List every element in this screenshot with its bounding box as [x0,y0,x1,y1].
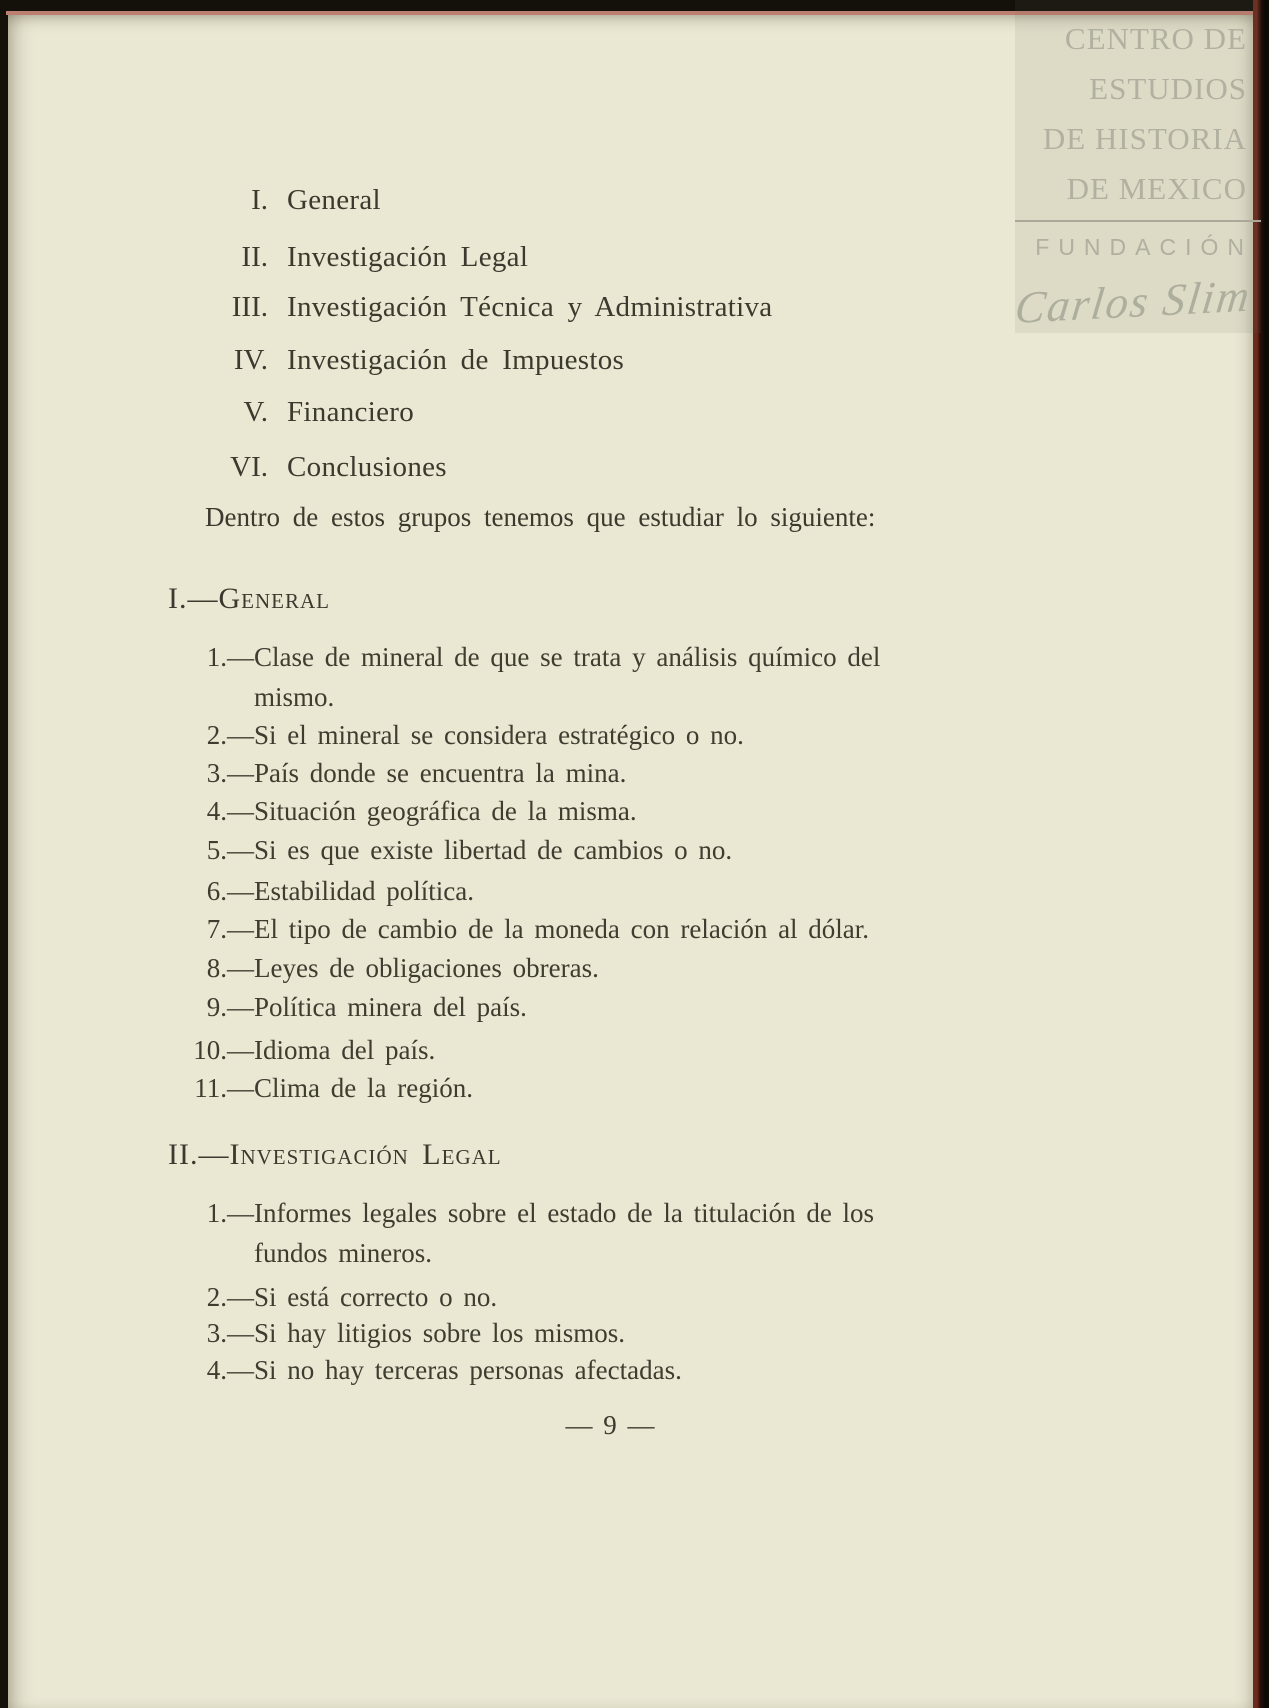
list-item [183,753,626,793]
list-item-number: 3. [206,1318,227,1348]
list-item-text [227,1313,625,1353]
list-item-number: 10. [193,1035,227,1065]
list-item [183,948,599,988]
list-item-number: 8. [206,953,227,983]
watermark-line: DE MEXICO [1066,171,1247,206]
outline-item-numeral: VI. [230,451,268,483]
list-item-number: 4. [206,796,227,826]
list-item-text [227,1030,435,1070]
list-item [183,1068,473,1108]
list-item-number: 6. [206,876,227,906]
list-item-text-line: —Estabilidad política. [227,876,474,906]
outline-item-label: Financiero [287,396,415,428]
list-item [183,791,637,831]
list-item-text-line: —País donde se encuentra la mina. [227,758,627,788]
outline-item-label: Investigación Legal [287,241,529,273]
list-item-text [227,637,880,717]
list-item-number: 1. [206,642,227,672]
list-item [183,987,527,1027]
watermark-divider [1015,220,1261,222]
watermark-text [1015,0,1261,214]
watermark-line: CENTRO DE [1064,21,1247,56]
list-item-text-line: mismo. [254,682,335,712]
list-item [183,1313,625,1353]
list-item-text-line: —El tipo de cambio de la moneda con relación al dólar. [227,914,870,944]
outline-item-numeral: III. [231,291,268,323]
outline-item-label: Investigación Técnica y Administrativa [287,291,773,323]
list-item-text-line: —Si está correcto o no. [227,1282,498,1312]
list-item-number: 7. [206,914,227,944]
page-number: — 9 — [565,1410,655,1440]
list-item-text-line: fundos mineros. [254,1238,432,1268]
section-heading-investigacion-legal: II.—Investigación Legal [168,1138,502,1171]
section-heading-general: I.—General [168,582,330,615]
list-item-text-line: —Si es que existe libertad de cambios o no. [227,835,733,865]
list-item [183,1030,435,1070]
list-item [183,909,869,949]
list-item-text-line: —Informes legales sobre el estado de la titulación de los [227,1198,875,1228]
list-item-text-line: —Clima de la región. [227,1073,473,1103]
list-item [183,1350,682,1390]
list-item [183,830,732,870]
list-item-text-line: —Leyes de obligaciones obreras. [227,953,599,983]
outline-item [158,292,772,323]
outline-item-numeral: IV. [233,344,268,376]
list-item-text-line: —Si no hay terceras personas afectadas. [227,1355,682,1385]
outline-item [158,452,447,483]
outline-item-numeral: II. [241,241,268,273]
list-item-text [227,1277,497,1317]
list-item-number: 9. [206,992,227,1022]
list-item-text [227,715,744,755]
list-item-number: 1. [206,1198,227,1228]
outline-item [158,345,624,376]
outline-item [158,397,414,428]
list-item-number: 5. [206,835,227,865]
list-item-text-line: —Situación geográfica de la misma. [227,796,637,826]
watermark-signature: Carlos Slim [1012,270,1255,334]
list-item-number: 2. [206,720,227,750]
list-item-text [227,1193,874,1273]
list-item-text-line: —Si hay litigios sobre los mismos. [227,1318,626,1348]
list-item-text [227,948,599,988]
book-page [8,15,1253,1708]
list-item [183,871,474,911]
list-item-number: 2. [206,1282,227,1312]
list-item-number: 11. [194,1073,227,1103]
list-item-text [227,791,637,831]
outline-item-numeral: I. [251,184,268,216]
list-item [183,715,744,755]
list-item-text-line: —Política minera del país. [227,992,527,1022]
list-item-text-line: —Clase de mineral de que se trata y análisis químico del [227,642,881,672]
outline-item-label: General [287,184,381,216]
outline-item [158,185,381,216]
list-item-text-line: —Si el mineral se considera estratégico o no. [227,720,744,750]
outline-item-numeral: V. [243,396,268,428]
list-item-text-line: —Idioma del país. [227,1035,436,1065]
list-item-number: 3. [206,758,227,788]
library-watermark [1012,0,1261,334]
watermark-line: DE HISTORIA [1042,121,1247,156]
list-item-text [227,830,732,870]
list-item-text [227,1350,682,1390]
list-item-text [227,909,869,949]
intro-paragraph: Dentro de estos grupos tenemos que estudiar lo siguiente: [205,502,876,532]
outline-item-label: Investigación de Impuestos [287,344,625,376]
list-item [183,637,880,717]
list-item-text [227,1068,473,1108]
list-item-text [227,871,474,911]
watermark-line: ESTUDIOS [1089,71,1247,106]
list-item-text [227,987,527,1027]
list-item [183,1277,497,1317]
outline-item-label: Conclusiones [287,451,447,483]
list-item [183,1193,874,1273]
list-item-number: 4. [206,1355,227,1385]
outline-item [158,242,528,273]
list-item-text [227,753,626,793]
watermark-foundation-label: FUNDACIÓN [1035,234,1253,260]
